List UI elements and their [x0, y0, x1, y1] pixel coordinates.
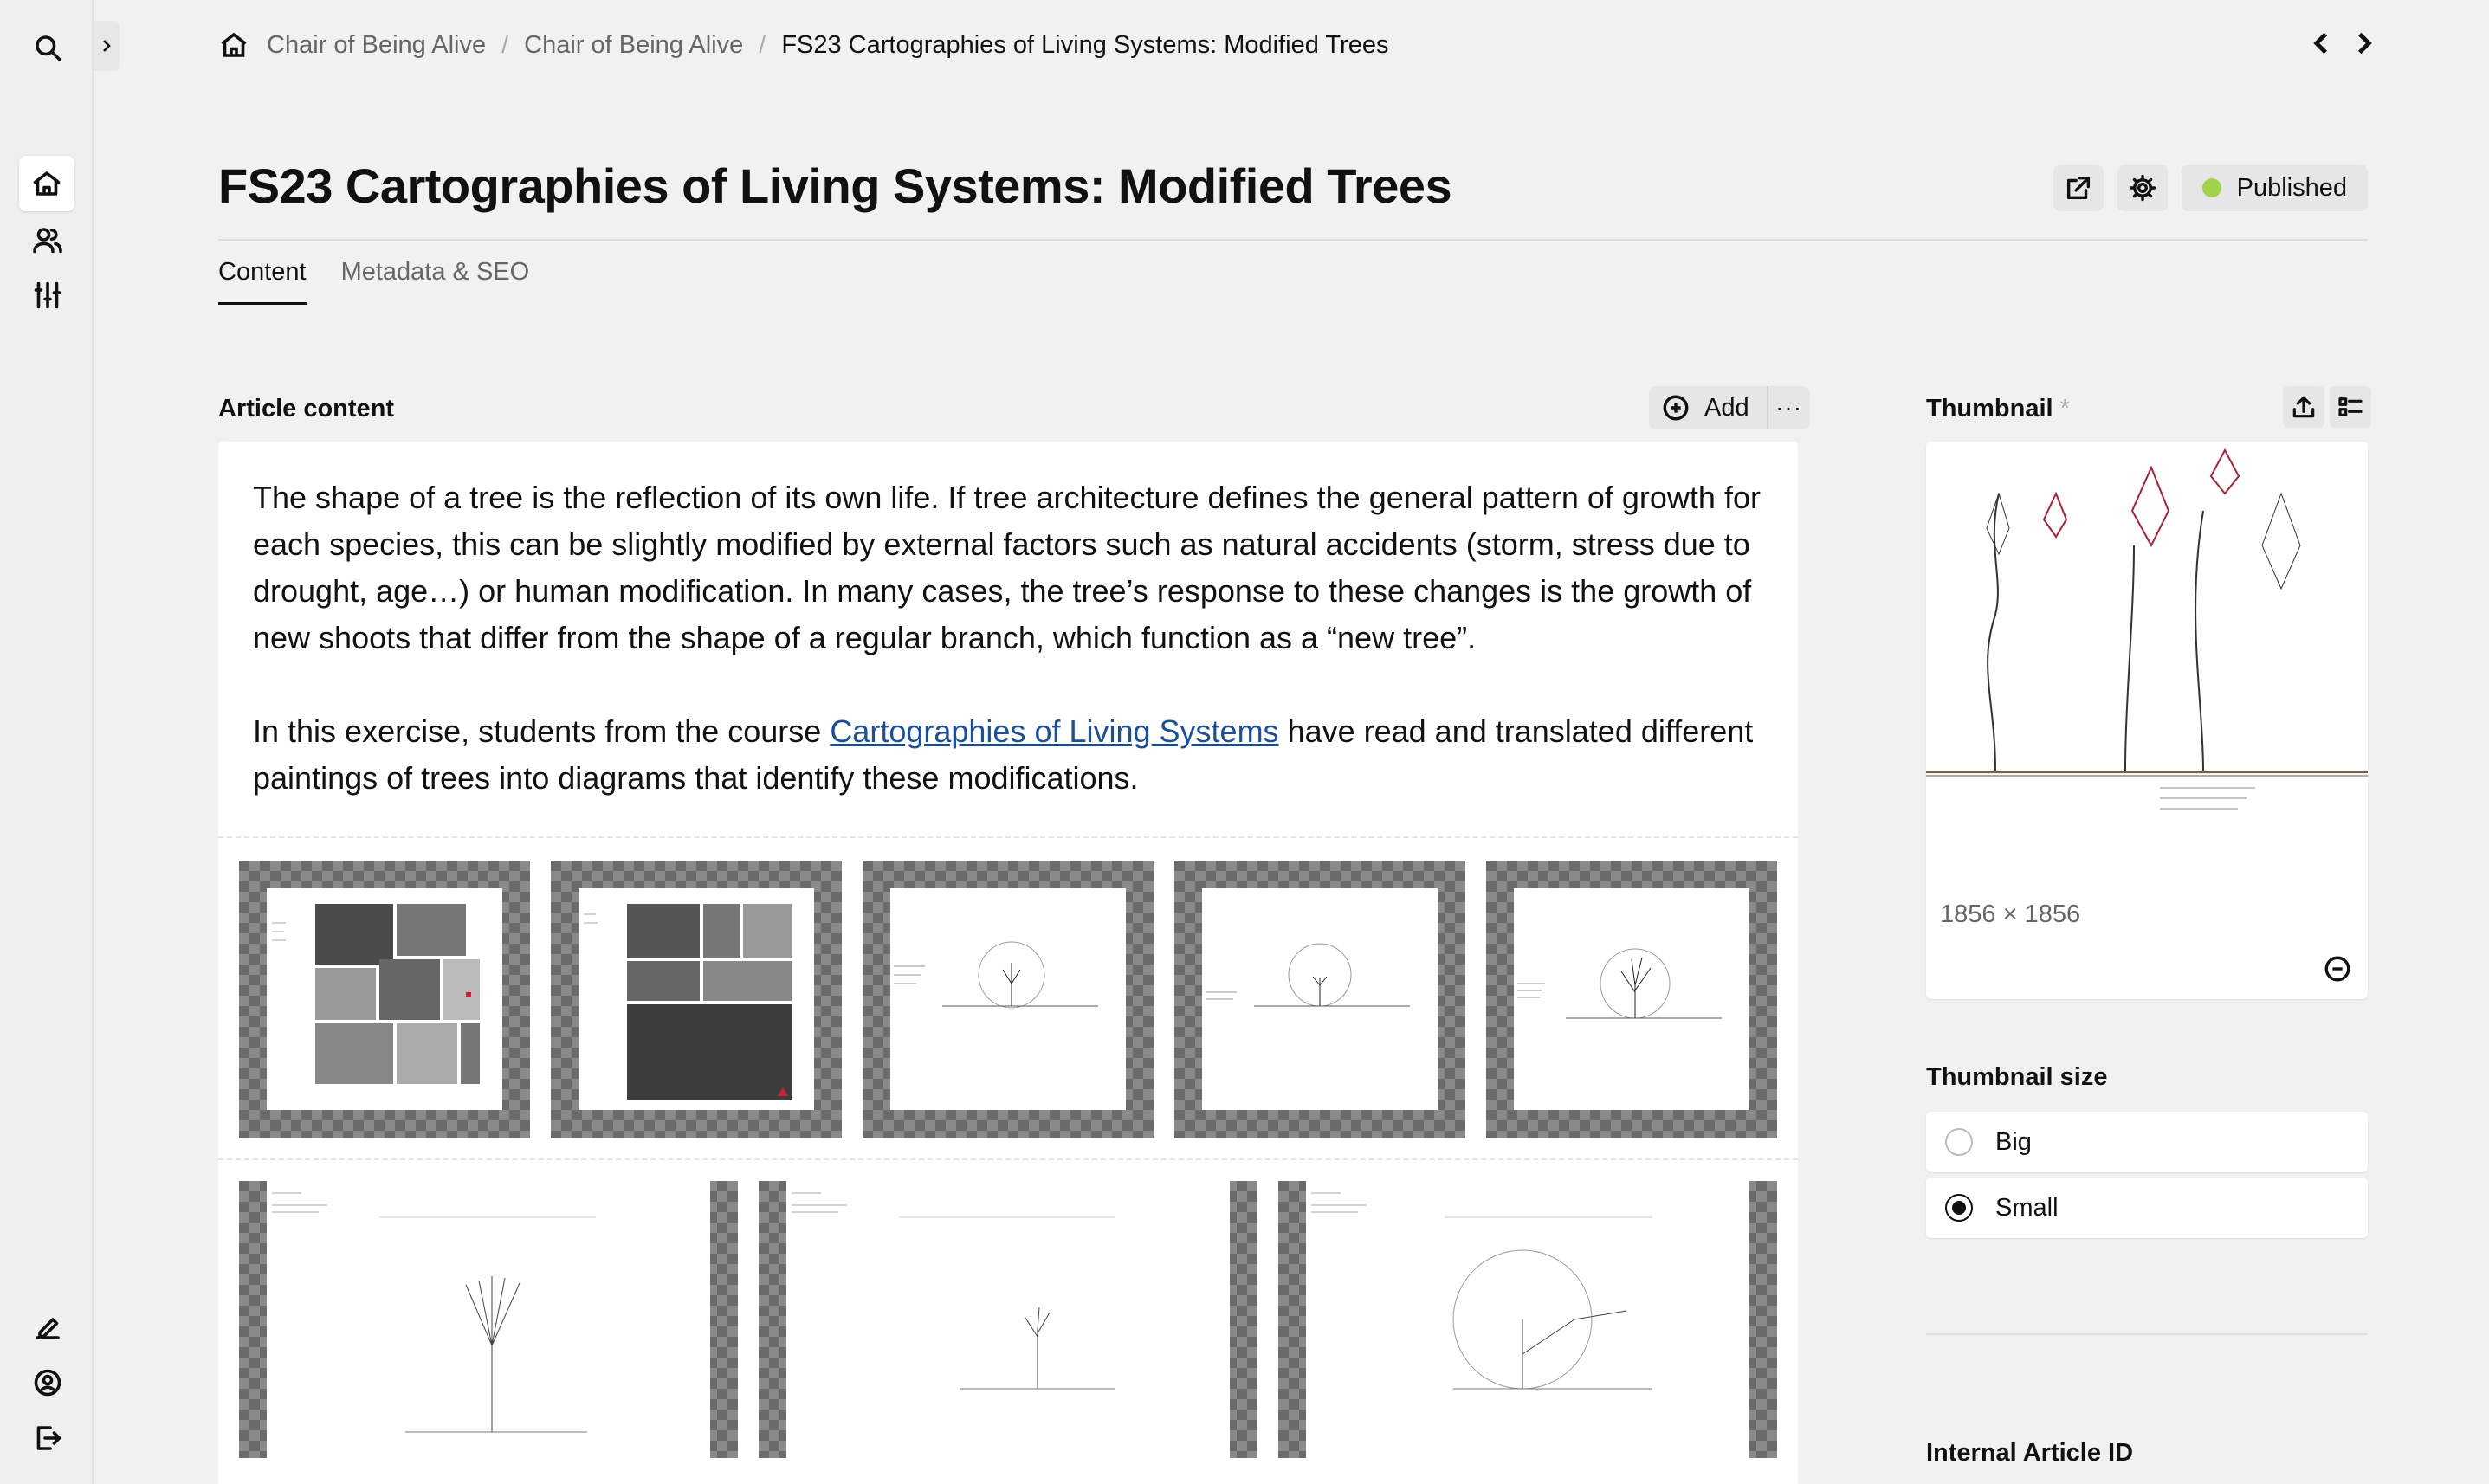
gallery-image[interactable]	[1174, 861, 1465, 1138]
article-content-label: Article content	[218, 395, 395, 423]
internal-id-label: Internal Article ID	[1926, 1439, 2134, 1467]
gear-icon	[2128, 173, 2157, 203]
course-link[interactable]: Cartographies of Living Systems	[830, 713, 1279, 749]
select-from-library-button[interactable]	[2330, 386, 2371, 428]
chevron-right-icon	[100, 39, 113, 53]
gallery-image-drawing	[267, 1181, 710, 1458]
block-divider	[218, 1158, 1798, 1160]
gallery-image[interactable]	[1486, 861, 1777, 1138]
thumbnail-label	[1926, 395, 2070, 423]
home-icon[interactable]	[218, 29, 249, 61]
gallery-image-diagram	[1514, 888, 1749, 1110]
open-preview-button[interactable]	[2053, 165, 2104, 211]
paragraph-text: In this exercise, students from the course	[253, 713, 831, 749]
breadcrumb-item[interactable]: Chair of Being Alive	[524, 30, 744, 59]
users-icon[interactable]	[26, 218, 69, 261]
thumbnail-size-label: Thumbnail size	[1926, 1063, 2108, 1091]
radio-button[interactable]	[1945, 1128, 1973, 1156]
required-marker: *	[2059, 395, 2070, 423]
gallery-image-collage	[579, 888, 814, 1110]
gallery-image[interactable]	[759, 1181, 1257, 1458]
thumbnail-dimensions: 1856 × 1856	[1940, 900, 2081, 928]
breadcrumb-separator: /	[759, 30, 766, 59]
radio-label: Big	[1995, 1127, 2032, 1156]
search-icon[interactable]	[26, 26, 69, 69]
breadcrumb-item[interactable]: Chair of Being Alive	[267, 30, 487, 59]
gallery-image-diagram	[1202, 888, 1438, 1110]
thumbnail-label-text: Thumbnail	[1926, 395, 2053, 423]
remove-thumbnail-button[interactable]	[2323, 954, 2352, 984]
breadcrumb-separator: /	[501, 30, 509, 59]
home-icon[interactable]	[19, 156, 74, 211]
chevron-right-icon[interactable]	[2352, 31, 2376, 55]
paragraph-text: have read and translated different paintings of trees into diagrams that identify these modifications.	[253, 713, 1754, 796]
breadcrumb-current: FS23 Cartographies of Living Systems: Modified Trees	[781, 30, 1389, 59]
block-divider	[218, 836, 1798, 838]
gallery-image-drawing	[786, 1181, 1230, 1458]
paragraph-intro[interactable]: The shape of a tree is the reflection of its own life. If tree architecture defines the general pattern of growth for each species, this can be slightly modified by external factors such as natural accidents (storm, stress due to drought, age…) or human modification. In many cases, the tree’s response to these changes is the growth of new shoots that differ from the shape of a regular branch, which function as a “new tree”.	[253, 480, 1761, 655]
expand-menu-button[interactable]	[94, 21, 120, 71]
article-editor[interactable]	[218, 442, 1798, 1484]
add-label: Add	[1704, 393, 1749, 422]
thumbnail-card[interactable]	[1926, 442, 2368, 999]
logout-icon[interactable]	[26, 1416, 69, 1460]
status-indicator	[2202, 178, 2221, 197]
side-menu	[0, 0, 94, 1484]
status-button[interactable]	[2182, 165, 2368, 211]
minus-circle-icon	[2323, 954, 2352, 984]
thumbnail-image	[1926, 442, 2368, 857]
checklist-icon	[2337, 393, 2364, 421]
gallery-image[interactable]	[239, 861, 530, 1138]
more-options-button[interactable]: ···	[1775, 394, 1803, 421]
sliders-icon[interactable]	[26, 274, 69, 317]
gallery-image[interactable]	[239, 1181, 738, 1458]
radio-label: Small	[1995, 1193, 2059, 1222]
divider	[1926, 1333, 2368, 1335]
plus-circle-icon	[1661, 393, 1691, 423]
radio-button[interactable]	[1945, 1194, 1973, 1222]
radio-option-big[interactable]	[1926, 1112, 2368, 1172]
header-actions	[2053, 165, 2368, 211]
settings-button[interactable]	[2117, 165, 2168, 211]
tab-bar	[218, 258, 529, 305]
gallery-image-drawing	[1306, 1181, 1749, 1458]
external-link-icon	[2064, 173, 2093, 203]
gallery-image-diagram	[890, 888, 1126, 1110]
gallery-image[interactable]	[1278, 1181, 1777, 1458]
tab-metadata-seo[interactable]: Metadata & SEO	[340, 258, 530, 286]
tab-content[interactable]: Content	[218, 258, 307, 305]
add-block-group	[1649, 386, 1810, 429]
paragraph-exercise[interactable]	[253, 708, 1768, 802]
divider	[218, 239, 2368, 241]
thumbnail-tools	[2283, 386, 2371, 428]
gallery-image[interactable]	[863, 861, 1154, 1138]
status-label: Published	[2236, 173, 2347, 202]
gallery-image-collage	[267, 888, 502, 1110]
gallery-image[interactable]	[551, 861, 842, 1138]
chevron-left-icon[interactable]	[2309, 31, 2333, 55]
add-block-button[interactable]	[1649, 386, 1768, 429]
edit-icon[interactable]	[26, 1306, 69, 1349]
document-pager	[2309, 31, 2376, 55]
breadcrumb	[218, 29, 1388, 61]
radio-option-small[interactable]	[1926, 1178, 2368, 1238]
page-title: FS23 Cartographies of Living Systems: Modified Trees	[218, 158, 1452, 213]
upload-button[interactable]	[2283, 386, 2324, 428]
upload-icon	[2290, 393, 2318, 421]
account-icon[interactable]	[26, 1361, 69, 1404]
